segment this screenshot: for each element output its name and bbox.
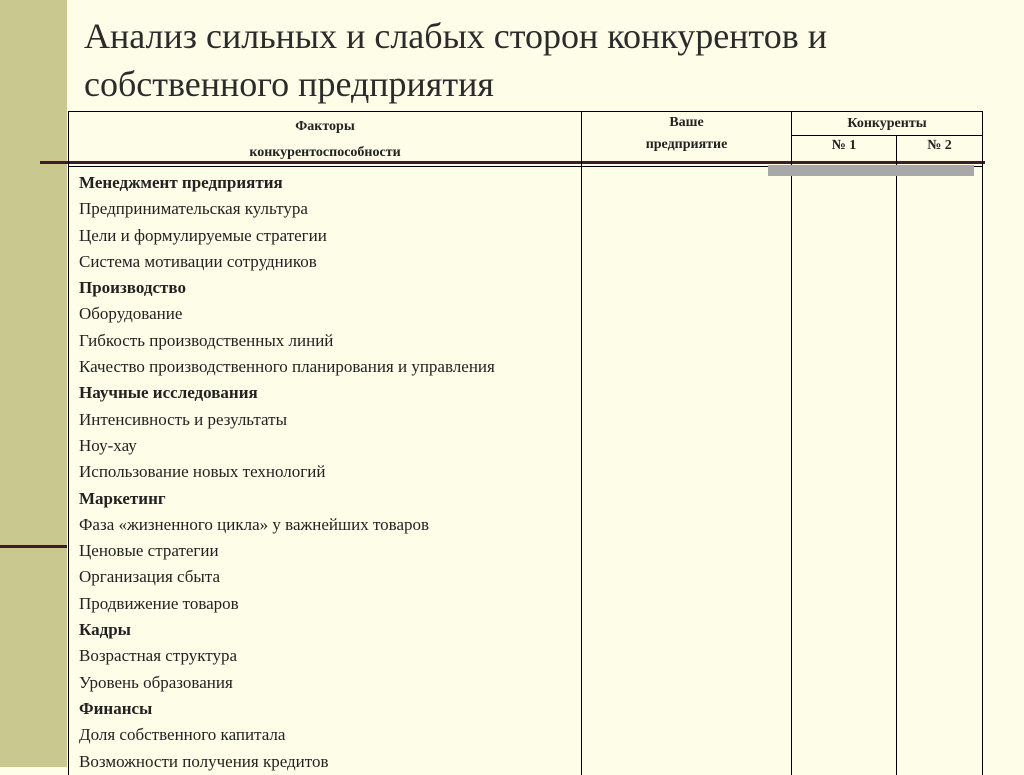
header-factors-line-2: конкурентоспособности — [249, 145, 401, 160]
side-decoration-strip — [0, 0, 67, 767]
header-your-company-line-1: Ваше — [669, 115, 704, 130]
header-competitor-1: № 1 — [792, 136, 897, 167]
factor-item: Доля собственного капитала — [79, 725, 286, 745]
factor-item: Возрастная структура — [79, 646, 238, 666]
factor-item: Уровень образования — [79, 672, 233, 692]
factor-list — [69, 167, 581, 775]
factor-section-heading: Кадры — [79, 620, 131, 640]
header-competitors: Конкуренты — [792, 112, 983, 136]
factor-section-heading: Научные исследования — [79, 383, 258, 403]
factor-section-heading: Маркетинг — [79, 488, 166, 508]
your-company-column[interactable] — [582, 167, 792, 775]
factor-item: Качество производственного планирования и управления — [79, 357, 495, 377]
competitor-1-column[interactable] — [792, 167, 897, 775]
factor-item: Предпринимательская культура — [79, 199, 308, 219]
side-decoration-rule — [0, 545, 67, 548]
header-shadow-decoration — [768, 165, 974, 176]
factor-item: Ноу-хау — [79, 435, 137, 455]
header-your-company — [582, 112, 792, 167]
page-title — [84, 12, 984, 108]
factor-item: Интенсивность и результаты — [79, 409, 288, 429]
factor-section-heading: Финансы — [79, 698, 153, 718]
competitor-2-column[interactable] — [897, 167, 983, 775]
factor-item: Организация сбыта — [79, 567, 221, 587]
factor-item: Оборудование — [79, 304, 183, 324]
factor-item: Возможности получения кредитов — [79, 751, 329, 771]
header-factors — [69, 112, 582, 167]
factor-section-heading: Менеджмент предприятия — [79, 173, 283, 192]
competitiveness-table — [68, 111, 983, 775]
factor-item: Продвижение товаров — [79, 593, 239, 613]
factor-item: Ценовые стратегии — [79, 541, 219, 561]
page-title-line-2: собственного предприятия — [84, 64, 494, 104]
header-your-company-line-2: предприятие — [645, 137, 728, 152]
factor-item: Цели и формулируемые стратегии — [79, 225, 327, 245]
header-competitor-2: № 2 — [897, 136, 983, 167]
factor-item: Использование новых технологий — [79, 462, 326, 482]
factor-item: Фаза «жизненного цикла» у важнейших товаров — [79, 514, 430, 534]
factor-item: Гибкость производственных линий — [79, 330, 334, 350]
competitiveness-table-container — [68, 111, 982, 771]
factors-column — [69, 167, 582, 775]
factor-item: Система мотивации сотрудников — [79, 251, 317, 271]
factor-section-heading: Производство — [79, 278, 186, 298]
page-title-line-1: Анализ сильных и слабых сторон конкурентов и — [84, 16, 827, 56]
header-factors-line-1: Факторы — [295, 119, 355, 134]
